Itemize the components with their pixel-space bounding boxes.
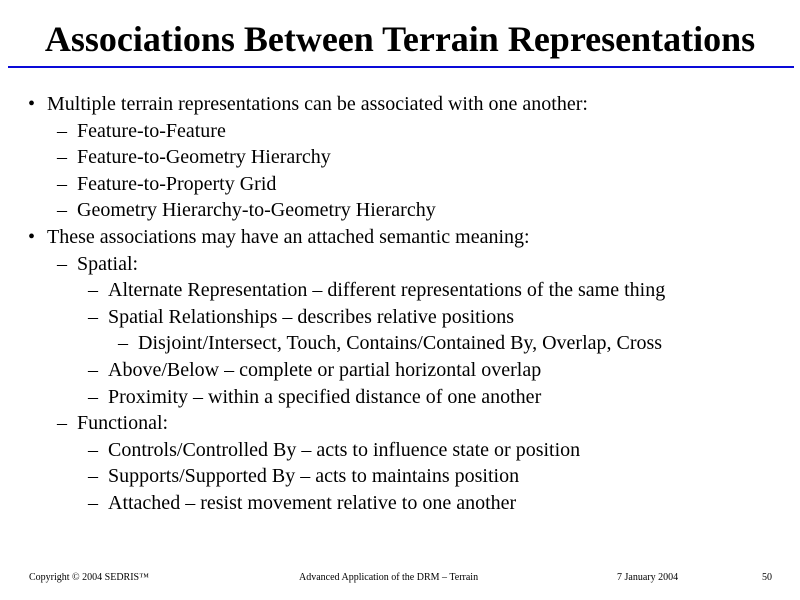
bullet-item xyxy=(0,304,800,331)
bullet-item xyxy=(0,251,800,278)
bullet-marker: – xyxy=(88,438,98,461)
bullet-marker: – xyxy=(88,305,98,328)
bullet-text: Above/Below – complete or partial horizontal overlap xyxy=(108,358,542,381)
bullet-item xyxy=(0,197,800,224)
bullet-marker: – xyxy=(57,146,67,169)
bullet-marker: – xyxy=(57,119,67,142)
bullet-item xyxy=(0,330,800,357)
bullet-marker: • xyxy=(28,225,36,248)
bullet-list xyxy=(0,91,800,517)
bullet-text: Feature-to-Property Grid xyxy=(77,172,277,195)
bullet-marker: – xyxy=(57,199,67,222)
bullet-text: Disjoint/Intersect, Touch, Contains/Contained By, Overlap, Cross xyxy=(138,332,663,355)
footer-date: 7 January 2004 xyxy=(617,572,679,583)
bullet-item xyxy=(0,118,800,145)
bullet-text: These associations may have an attached semantic meaning: xyxy=(47,225,530,248)
bullet-marker: • xyxy=(28,93,36,115)
bullet-marker: – xyxy=(88,279,98,302)
bullet-text: Controls/Controlled By – acts to influence state or position xyxy=(108,438,581,461)
bullet-text: Spatial Relationships – describes relative positions xyxy=(108,305,515,328)
footer-presentation-title: Advanced Application of the DRM – Terrain xyxy=(299,572,479,583)
bullet-text: Proximity – within a specified distance of one another xyxy=(108,385,542,408)
bullet-item xyxy=(0,144,800,171)
bullet-item xyxy=(0,463,800,490)
bullet-item xyxy=(0,357,800,384)
bullet-text: Feature-to-Geometry Hierarchy xyxy=(77,146,331,169)
bullet-text: Supports/Supported By – acts to maintains position xyxy=(108,465,520,488)
bullet-item xyxy=(0,437,800,464)
page-number: 50 xyxy=(762,572,772,583)
slide-title: Associations Between Terrain Representations xyxy=(44,19,756,59)
bullet-marker: – xyxy=(88,491,98,514)
footer-copyright: Copyright © 2004 SEDRIS™ xyxy=(29,572,149,583)
bullet-marker: – xyxy=(88,465,98,488)
bullet-marker: – xyxy=(88,358,98,381)
bullet-marker: – xyxy=(88,385,98,408)
bullet-text: Geometry Hierarchy-to-Geometry Hierarchy xyxy=(77,199,436,222)
bullet-item xyxy=(0,91,800,118)
bullet-marker: – xyxy=(118,332,128,355)
bullet-item xyxy=(0,384,800,411)
title-underline xyxy=(8,66,794,68)
bullet-text: Attached – resist movement relative to one another xyxy=(108,491,517,514)
bullet-item xyxy=(0,490,800,517)
bullet-text: Feature-to-Feature xyxy=(77,119,226,142)
bullet-marker: – xyxy=(57,252,67,275)
bullet-marker: – xyxy=(57,172,67,195)
bullet-item xyxy=(0,171,800,198)
bullet-item xyxy=(0,410,800,437)
bullet-text: Functional: xyxy=(77,412,169,435)
bullet-marker: – xyxy=(57,412,67,435)
bullet-text: Alternate Representation – different representations of the same thing xyxy=(108,279,666,302)
bullet-item xyxy=(0,277,800,304)
bullet-text: Multiple terrain representations can be associated with one another: xyxy=(47,93,588,115)
bullet-text: Spatial: xyxy=(77,252,139,275)
bullet-item xyxy=(0,224,800,251)
